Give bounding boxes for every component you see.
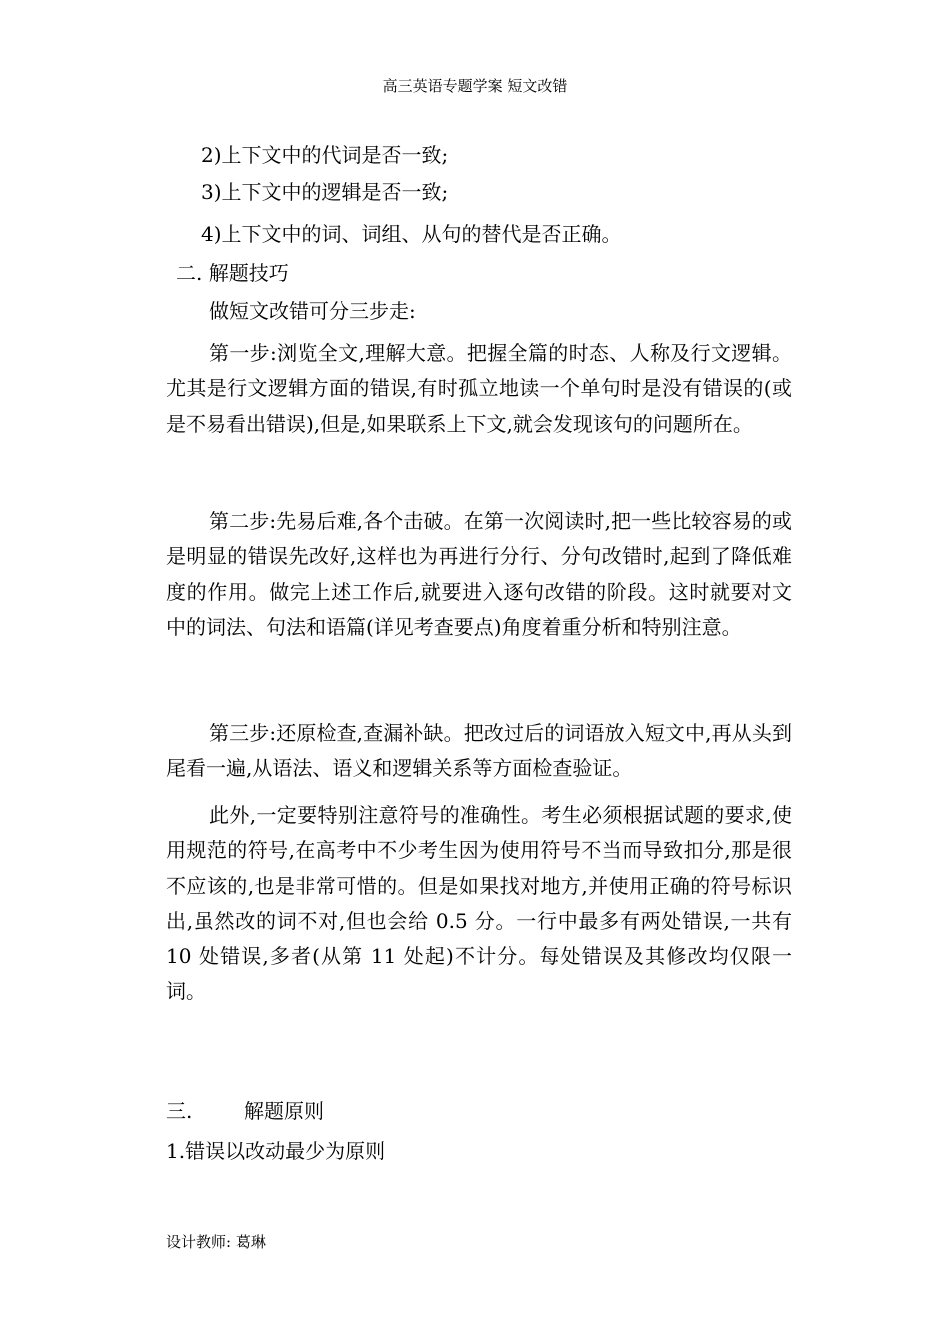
list-item-substitution: 4)上下文中的词、词组、从句的替代是否正确。 [201,222,622,246]
step-two-paragraph: 第二步:先易后难,各个击破。在第一次阅读时,把一些比较容易的或是明显的错误先改好,这样也为再进行分行、分句改错时,起到了降低难度的作用。做完上述工作后,就要进入逐句改错的阶段。这时就要对文中的词法、句法和语篇(详见考查要点)角度着重分析和特别注意。 [166,509,792,639]
list-item-logic: 3)上下文中的逻辑是否一致; [201,180,449,204]
page-footer: 设计教师: 葛琳 [166,1233,266,1251]
list-item-pronoun: 2)上下文中的代词是否一致; [201,143,449,167]
symbol-note-paragraph: 此外,一定要特别注意符号的准确性。考生必须根据试题的要求,使用规范的符号,在高考中不少考生因为使用符号不当而导致扣分,那是很不应该的,也是非常可惜的。但是如果找对地方,并使用正确的符号标识出,虽然改的词不对,但也会给 0.5 分。一行中最多有两处错误,一共有 10 处错误,多者(从第 11 处起)不计分。每处错误及其修改均仅限一词。 [166,803,792,1004]
step-three-paragraph: 第三步:还原检查,查漏补缺。把改过后的词语放入短文中,再从头到尾看一遍,从语法、语义和逻辑关系等方面检查验证。 [166,721,792,781]
section-title: 解题原则 [244,1099,324,1123]
principle-item-1: 1.错误以改动最少为原则 [166,1139,386,1163]
section-heading-principles [166,1096,324,1126]
section-number: 三. [166,1099,193,1123]
page-header: 高三英语专题学案 短文改错 [382,77,568,95]
step-one-paragraph: 第一步:浏览全文,理解大意。把握全篇的时态、人称及行文逻辑。尤其是行文逻辑方面的错误,有时孤立地读一个单句时是没有错误的(或是不易看出错误),但是,如果联系上下文,就会发现该句的问题所在。 [166,341,792,436]
techniques-intro: 做短文改错可分三步走: [209,299,416,323]
section-heading-techniques: 二. 解题技巧 [176,261,289,285]
